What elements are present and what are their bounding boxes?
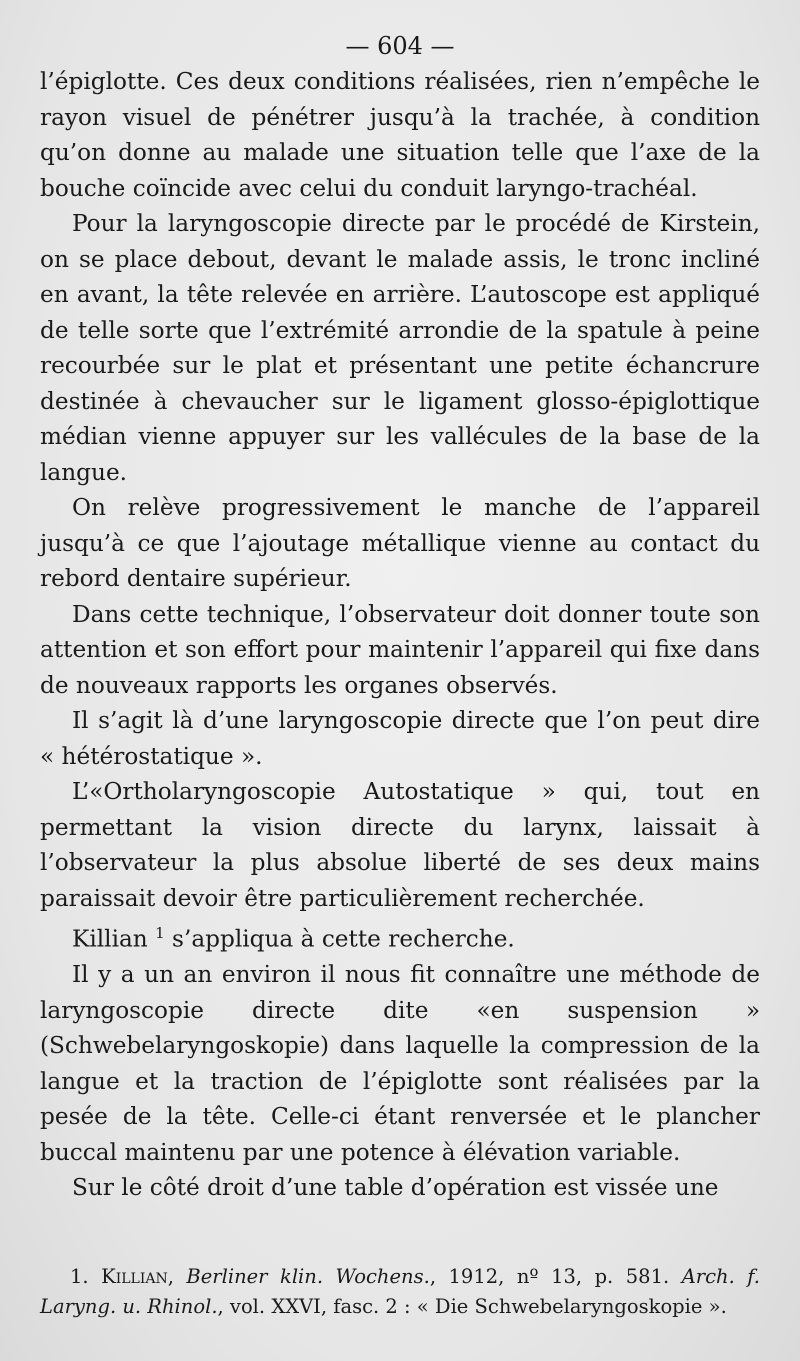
killian-name: Killian	[72, 925, 148, 953]
paragraph-killian	[40, 916, 760, 957]
body-text	[40, 64, 760, 1206]
footnote-journal-1: Berliner klin. Wochens.	[186, 1265, 430, 1288]
footnote-reference: 1	[155, 924, 165, 942]
paragraph-2: Pour la laryngoscopie directe par le procédé de Kirstein, on se place debout, devant le malade assis, le tronc incliné en avant, la tête relevée en arrière. L’autoscope est appliqué de telle sorte que l’extrémité arrondie de la spatule à peine recourbée sur le plat et présentant une petite échancrure destinée à chevaucher sur le ligament glosso-épiglottique médian vienne appuyer sur les vallécules de la base de la langue.	[40, 210, 760, 486]
paragraph-1: l’épiglotte. Ces deux conditions réalisées, rien n’empêche le rayon visuel de pénétrer jusqu’à la trachée, à condition qu’on donne au malade une situation telle que l’axe de la bouche coïncide avec celui du conduit laryngo-trachéal.	[40, 68, 760, 202]
footnote-1	[40, 1262, 760, 1322]
footnote-details-1: , 1912, nº 13, p. 581.	[429, 1265, 682, 1288]
killian-text: s’appliqua à cette recherche.	[164, 925, 515, 953]
footnote-details-2: , vol. XXVI, fasc. 2 : « Die Schwebelaryngoskopie ».	[217, 1295, 727, 1318]
footnotes	[40, 1262, 760, 1322]
paragraph-6: L’«Ortholaryngoscopie Autostatique » qui, tout en permettant la vision directe du larynx, laissait à l’observateur la plus absolue liberté de ses deux mains paraissait devoir être particulièrement recherchée.	[40, 778, 760, 912]
footnote-number: 1.	[70, 1265, 89, 1288]
paragraph-4: Dans cette technique, l’observateur doit donner toute son attention et son effort pour maintenir l’appareil qui fixe dans de nouveaux rapports les organes observés.	[40, 600, 760, 699]
paragraph-8: Sur le côté droit d’une table d’opération est vissée une	[72, 1174, 719, 1202]
paragraph-5: Il s’agit là d’une laryngoscopie directe que l’on peut dire « hétérostatique ».	[40, 707, 760, 770]
page-number: — 604 —	[345, 32, 455, 60]
footnote-separator: ,	[167, 1265, 187, 1288]
footnote-journal-2: Arch. f. Laryng. u. Rhinol.	[40, 1265, 760, 1318]
footnote-author: Killian	[101, 1265, 168, 1288]
paragraph-3: On relève progressivement le manche de l’appareil jusqu’à ce que l’ajoutage métallique vienne au contact du rebord dentaire supérieur.	[40, 494, 760, 592]
paragraph-7: Il y a un an environ il nous fit connaître une méthode de laryngoscopie directe dite «en suspension » (Schwebelaryngoskopie) dans laquelle la compression de la langue et la traction de l’épiglotte sont réalisées par la pesée de la tête. Celle-ci étant renversée et le plancher buccal maintenu par une potence à élévation variable.	[40, 961, 760, 1166]
